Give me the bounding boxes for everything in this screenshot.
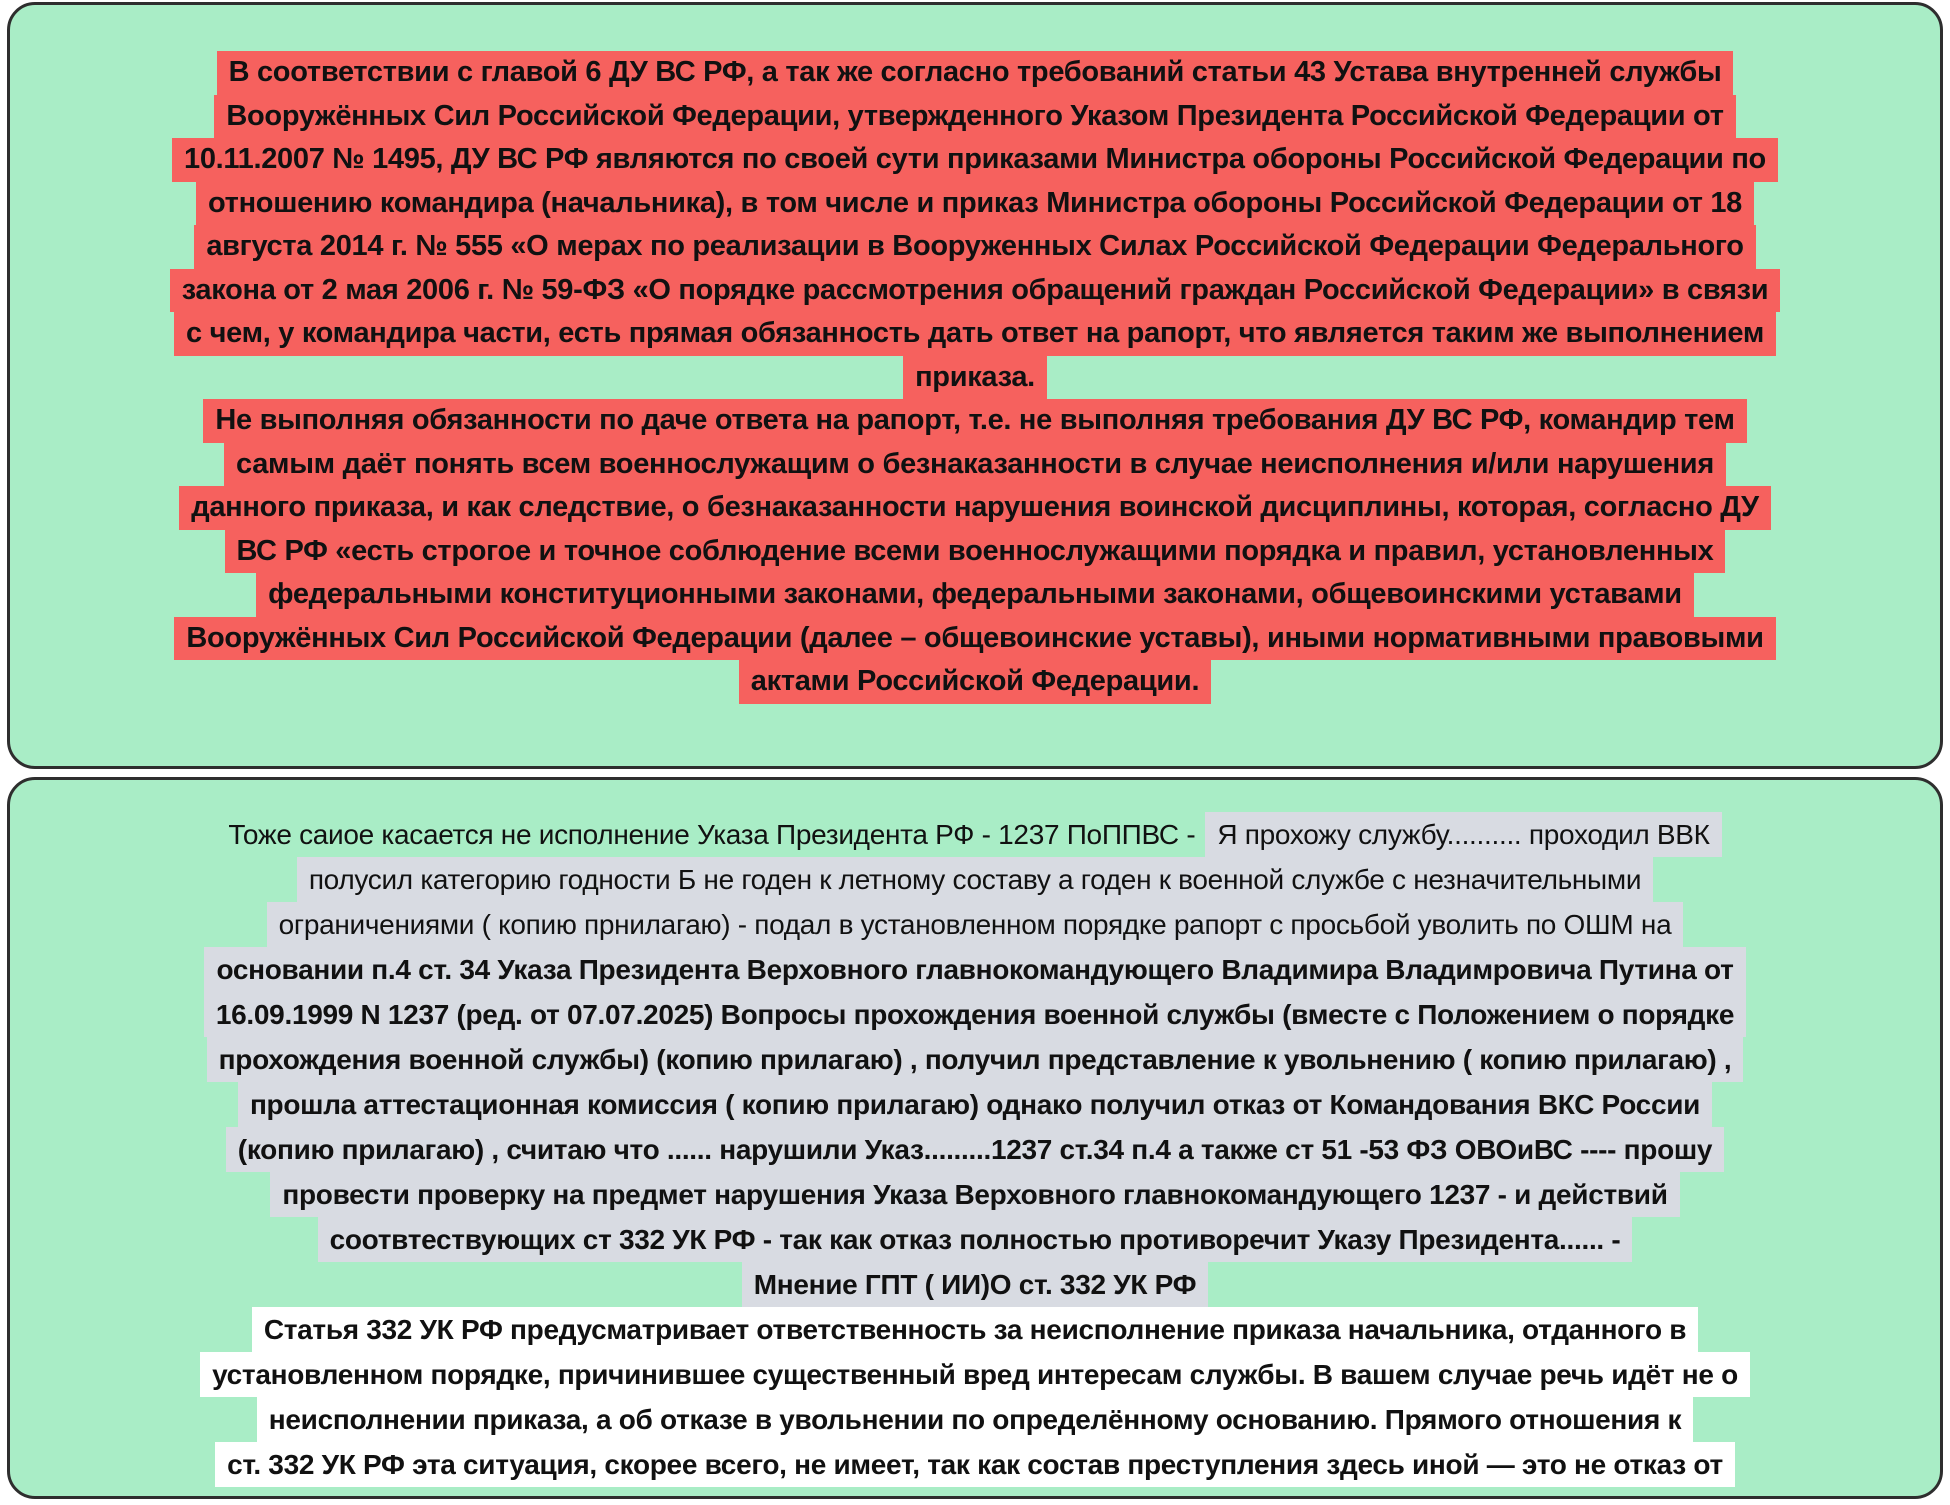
- red-highlight-text: приказа.: [903, 356, 1047, 400]
- white-highlight-text: Статья 332 УК РФ предусматривает ответственность за неисполнение приказа начальника, отданного в: [252, 1307, 1698, 1352]
- legal-basis-panel: [7, 2, 1943, 769]
- red-highlight-text: 10.11.2007 № 1495, ДУ ВС РФ являются по своей сути приказами Министра обороны Российской Федерации по: [172, 138, 1778, 182]
- highlighted-text-line: [10, 443, 1940, 487]
- red-highlight-text: августа 2014 г. № 555 «О мерах по реализации в Вооруженных Силах Российской Федерации Федерального: [194, 225, 1755, 269]
- highlighted-text-line: [10, 947, 1940, 992]
- gray-highlight-text: (копию прилагаю) , считаю что ...... нарушили Указ.........1237 ст.34 п.4 а также ст 51 -53 ФЗ ОВОиВС ---- прошу: [226, 1127, 1724, 1172]
- red-highlight-text: актами Российской Федерации.: [739, 660, 1211, 704]
- highlighted-text-line: [10, 660, 1940, 704]
- gray-highlight-text: прошла аттестационная комиссия ( копию прилагаю) однако получил отказ от Командования ВКС России: [238, 1082, 1712, 1127]
- highlighted-text-line: [10, 1397, 1940, 1442]
- red-highlight-text: федеральными конституционными законами, федеральными законами, общевоинскими уставами: [256, 573, 1694, 617]
- red-highlight-text: Вооружённых Сил Российской Федерации, утвержденного Указом Президента Российской Федерации от: [214, 95, 1735, 139]
- red-highlight-text: самым даёт понять всем военнослужащим о безнаказанности в случае неисполнения и/или нарушения: [224, 443, 1726, 487]
- gray-highlight-text: ограничениями ( копию прнилагаю) - подал в установленном порядке рапорт с просьбой уволить по ОШМ на: [267, 902, 1684, 947]
- highlighted-text-line: [10, 1172, 1940, 1217]
- highlighted-text-line: [10, 312, 1940, 356]
- gray-highlight-text: Я прохожу службу.......... проходил ВВК: [1205, 812, 1721, 857]
- gray-highlight-text: основании п.4 ст. 34 Указа Президента Верховного главнокомандующего Владимира Владимровича Путина от: [204, 947, 1745, 992]
- gray-highlight-text: прохождения военной службы) (копию прилагаю) , получил представление к увольнению ( копию прилагаю) ,: [207, 1037, 1744, 1082]
- highlighted-text-line: [10, 1217, 1940, 1262]
- red-highlight-text: ВС РФ «есть строгое и точное соблюдение всеми военнослужащими порядка и правил, установленных: [225, 530, 1726, 574]
- highlighted-text-line: [10, 269, 1940, 313]
- red-highlight-text: данного приказа, и как следствие, о безнаказанности нарушения воинской дисциплины, которая, согласно ДУ: [179, 486, 1770, 530]
- highlighted-text-line: [10, 486, 1940, 530]
- white-highlight-text: ст. 332 УК РФ эта ситуация, скорее всего, не имеет, так как состав преступления здесь иной — это не отказ от: [215, 1442, 1735, 1487]
- highlighted-text-line: [10, 51, 1940, 95]
- red-highlight-text: закона от 2 мая 2006 г. № 59-ФЗ «О порядке рассмотрения обращений граждан Российской Федерации» в связи: [170, 269, 1781, 313]
- appeal-text-panel: [7, 777, 1943, 1499]
- highlighted-text-line: [10, 399, 1940, 443]
- white-highlight-text: неисполнении приказа, а об отказе в увольнении по определённому основанию. Прямого отношения к: [257, 1397, 1693, 1442]
- highlighted-text-line: [10, 1307, 1940, 1352]
- red-highlight-text: отношению командира (начальника), в том числе и приказ Министра обороны Российской Федерации от 18: [196, 182, 1754, 226]
- highlighted-text-line: [10, 1082, 1940, 1127]
- gray-highlight-text: 16.09.1999 N 1237 (ред. от 07.07.2025) Вопросы прохождения военной службы (вместе с Положением о порядке: [204, 992, 1746, 1037]
- highlighted-text-line: [10, 1127, 1940, 1172]
- highlighted-text-line: [10, 530, 1940, 574]
- highlighted-text-line: [10, 902, 1940, 947]
- highlighted-text-line: [10, 138, 1940, 182]
- highlighted-text-line: [10, 617, 1940, 661]
- gray-highlight-text: провести проверку на предмет нарушения Указа Верховного главнокомандующего 1237 - и действий: [270, 1172, 1679, 1217]
- gray-highlight-text: соотвтествующих ст 332 УК РФ - так как отказ полностью противоречит Указу Президента...... -: [318, 1217, 1633, 1262]
- highlighted-text-line: [10, 573, 1940, 617]
- highlighted-text-line: [10, 1262, 1940, 1307]
- red-highlight-text: Не выполняя обязанности по даче ответа на рапорт, т.е. не выполняя требования ДУ ВС РФ, командир тем: [203, 399, 1746, 443]
- highlighted-text-line: [10, 356, 1940, 400]
- highlighted-text-line: [10, 1442, 1940, 1487]
- gray-highlight-text: Мнение ГПТ ( ИИ)О ст. 332 УК РФ: [742, 1262, 1208, 1307]
- red-highlight-text: Вооружённых Сил Российской Федерации (далее – общевоинские уставы), иными нормативными правовыми: [174, 617, 1775, 661]
- red-highlight-text: с чем, у командира части, есть прямая обязанность дать ответ на рапорт, что является таким же выполнением: [174, 312, 1776, 356]
- highlighted-text-line: [10, 1352, 1940, 1397]
- plain-text: Тоже саиое касается не исполнение Указа Президента РФ - 1237 ПоППВС -: [228, 819, 1196, 850]
- highlighted-text-line: [10, 857, 1940, 902]
- highlighted-text-line: [10, 95, 1940, 139]
- red-highlight-text: В соответствии с главой 6 ДУ ВС РФ, а так же согласно требований статьи 43 Устава внутренней службы: [217, 51, 1734, 95]
- highlighted-text-line: [10, 992, 1940, 1037]
- gray-highlight-text: полусил категорию годности Б не годен к летному составу а годен к военной службе с незначительными: [297, 857, 1653, 902]
- highlighted-text-line: [10, 225, 1940, 269]
- white-highlight-text: установленном порядке, причинившее существенный вред интересам службы. В вашем случае речь идёт не о: [200, 1352, 1750, 1397]
- highlighted-text-line: [10, 1037, 1940, 1082]
- mixed-text-line: [10, 812, 1940, 857]
- highlighted-text-line: [10, 182, 1940, 226]
